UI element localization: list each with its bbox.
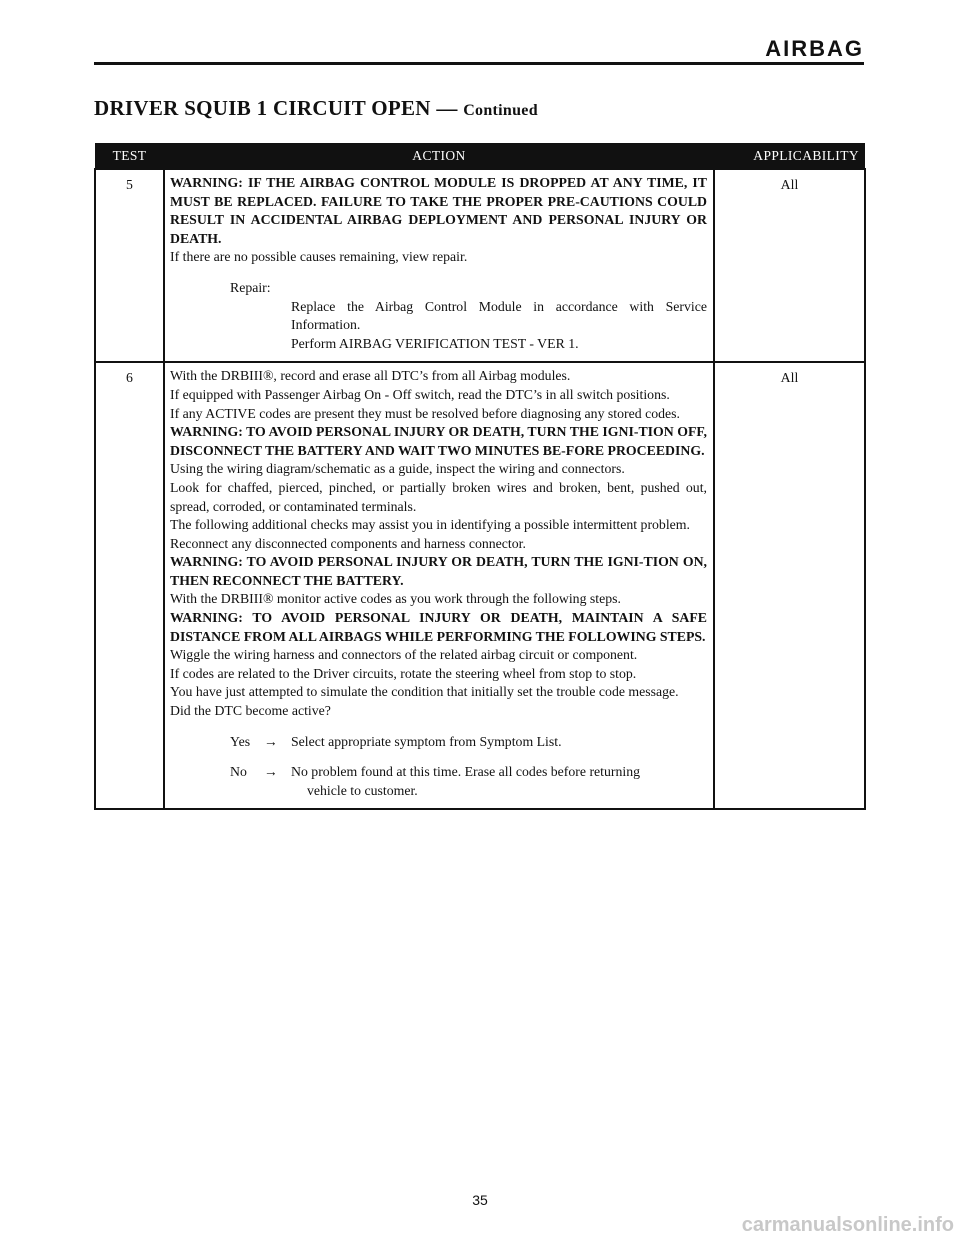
- heading-text: DRIVER SQUIB 1 CIRCUIT OPEN —: [94, 96, 458, 120]
- header-applicability: APPLICABILITY: [714, 143, 865, 169]
- table-header-row: [95, 143, 865, 169]
- action-text: You have just attempted to simulate the condition that initially set the trouble code message.: [170, 684, 679, 700]
- applicability-value: All: [714, 362, 865, 809]
- action-text: If codes are related to the Driver circuits, rotate the steering wheel from stop to stop.: [170, 665, 637, 681]
- arrow-icon: →: [264, 764, 278, 780]
- repair-step: Perform AIRBAG VERIFICATION TEST - VER 1.: [291, 335, 579, 351]
- test-number: 6: [95, 362, 164, 809]
- yes-text: Select appropriate symptom from Symptom List.: [291, 733, 562, 749]
- action-text: If equipped with Passenger Airbag On - Off switch, read the DTC’s in all switch positions.: [170, 386, 670, 402]
- action-text: If there are no possible causes remaining, view repair.: [170, 249, 468, 265]
- heading-continued: Continued: [463, 102, 538, 119]
- test-number: 5: [95, 169, 164, 362]
- watermark: carmanualsonline.info: [741, 1214, 954, 1236]
- repair-block: [170, 279, 707, 353]
- yes-label: Yes: [230, 733, 251, 749]
- page-number: 35: [472, 1192, 488, 1208]
- header-rule: [94, 62, 864, 65]
- action-cell: [164, 362, 714, 809]
- no-text-line: vehicle to customer.: [307, 782, 418, 798]
- no-text: [291, 763, 707, 800]
- warning-text: WARNING: TO AVOID PERSONAL INJURY OR DEATH, MAINTAIN A SAFE DISTANCE FROM ALL AIRBAGS WHILE PERFORMING THE FOLLOWING STEPS.: [170, 610, 707, 644]
- response-yes: [170, 733, 707, 752]
- action-cell: [164, 169, 714, 362]
- response-no: [170, 763, 707, 800]
- action-text: Reconnect any disconnected components and harness connector.: [170, 535, 526, 551]
- header-test: TEST: [95, 143, 164, 169]
- table-row: [95, 362, 865, 809]
- diagnostic-table: [94, 143, 866, 810]
- applicability-value: All: [714, 169, 865, 362]
- action-text: Look for chaffed, pierced, pinched, or partially broken wires and broken, bent, pushed out, spread, corroded, or contaminated terminals.: [170, 479, 707, 514]
- no-label: No: [230, 764, 247, 780]
- action-text: With the DRBIII®, record and erase all DTC’s from all Airbag modules.: [170, 368, 571, 384]
- action-text: Wiggle the wiring harness and connectors of the related airbag circuit or component.: [170, 647, 638, 663]
- action-text: If any ACTIVE codes are present they must be resolved before diagnosing any stored codes.: [170, 405, 680, 421]
- action-text: With the DRBIII® monitor active codes as you work through the following steps.: [170, 591, 621, 607]
- action-text: The following additional checks may assist you in identifying a possible intermittent problem.: [170, 517, 690, 533]
- action-text: Using the wiring diagram/schematic as a guide, inspect the wiring and connectors.: [170, 461, 625, 477]
- warning-text: WARNING: TO AVOID PERSONAL INJURY OR DEATH, TURN THE IGNI-TION OFF, DISCONNECT THE BATTERY AND WAIT TWO MINUTES BE-FORE PROCEEDING.: [170, 424, 707, 458]
- arrow-icon: →: [264, 733, 278, 749]
- repair-label: Repair:: [230, 279, 271, 295]
- no-text-line: No problem found at this time. Erase all codes before returning: [291, 764, 641, 780]
- page-heading: [94, 96, 538, 121]
- warning-text: WARNING: IF THE AIRBAG CONTROL MODULE IS DROPPED AT ANY TIME, IT MUST BE REPLACED. FAILURE TO TAKE THE PROPER PRE-CAUTIONS COULD RESULT IN ACCIDENTAL AIRBAG DEPLOYMENT AND PERSONAL INJURY OR DEATH.: [170, 175, 707, 246]
- table-row: [95, 169, 865, 362]
- header-action: ACTION: [164, 143, 714, 169]
- section-title: AIRBAG: [765, 36, 864, 61]
- repair-step: Replace the Airbag Control Module in accordance with Service Information.: [291, 298, 707, 333]
- warning-text: WARNING: TO AVOID PERSONAL INJURY OR DEATH, TURN THE IGNI-TION ON, THEN RECONNECT THE BATTERY.: [170, 554, 707, 588]
- question-text: Did the DTC become active?: [170, 703, 331, 719]
